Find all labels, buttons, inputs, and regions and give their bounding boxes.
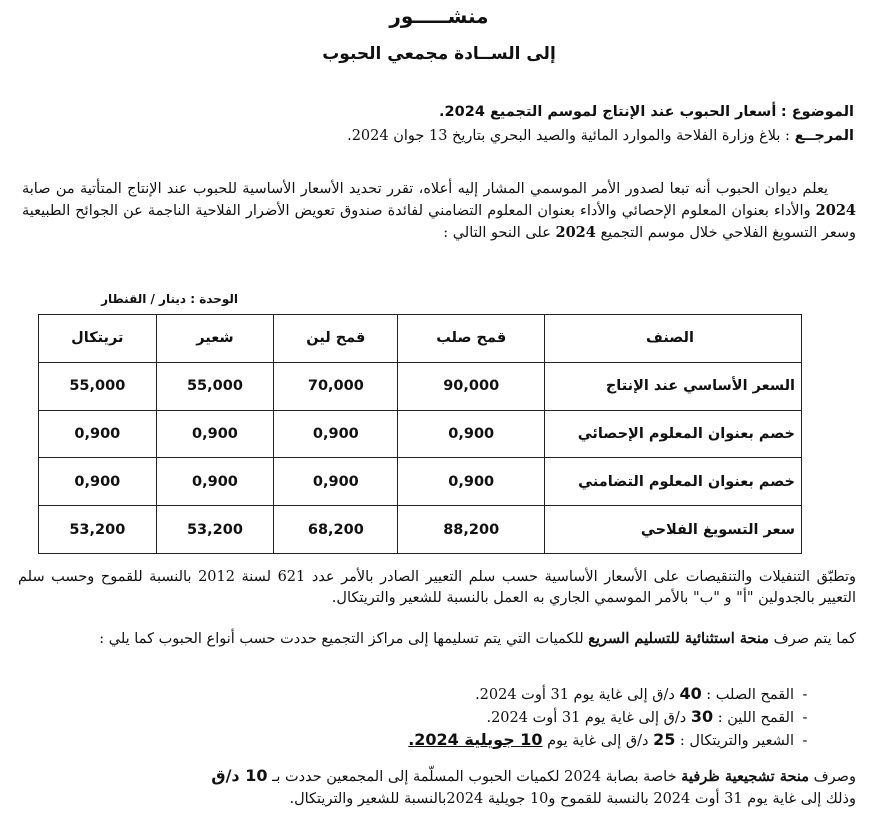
table-cell: 55,000 — [156, 362, 274, 410]
list-dash: - — [802, 733, 808, 749]
incentive-part2: خاصة بصابة 2024 لكميات الحبوب المسلّمة إلى المجمعين حددت بـ — [267, 769, 682, 785]
header-durum-wheat: قمح صلب — [398, 315, 545, 363]
item-rest: د/ق إلى غاية يوم — [542, 733, 654, 749]
item-date: 10 جويلية 2024. — [408, 730, 543, 749]
premium-part2: للكميات التي يتم تسليمها إلى مراكز التجميع حددت حسب أنواع الحبوب كما يلي : — [99, 631, 589, 647]
premium-list — [408, 683, 816, 752]
table-row — [39, 458, 802, 506]
item-amount: 25 — [653, 730, 676, 749]
reference-text: : بلاغ وزارة الفلاحة والموارد المائية والصيد البحري بتاريخ 13 جوان 2024. — [347, 128, 790, 144]
header-barley: شعير — [156, 315, 274, 363]
table-cell: 88,200 — [398, 506, 545, 554]
incentive-line2: وذلك إلى غاية يوم 31 أوت 2024 بالنسبة للقموح و10 جويلية 2024بالنسبة للشعير والتريتكال. — [289, 791, 856, 807]
table-cell: 0,900 — [156, 410, 274, 458]
document-title: منشـــــور — [389, 4, 489, 28]
addressee-line: إلى الســادة مجمعي الحبوب — [322, 44, 556, 64]
table-header-row — [39, 315, 802, 363]
subject-text: أسعار الحبوب عند الإنتاج لموسم التجميع 2024. — [439, 104, 777, 120]
incentive-part1: وصرف — [809, 769, 856, 785]
item-rest: د/ق إلى غاية يوم 31 أوت 2024. — [486, 710, 691, 726]
intro-year2: 2024 — [555, 224, 596, 241]
incentive-paragraph — [18, 765, 856, 810]
incentive-highlight: منحة تشجيعية ظرفية — [681, 768, 810, 785]
table-cell: 68,200 — [274, 506, 398, 554]
table-cell: 0,900 — [39, 410, 157, 458]
table-cell: 0,900 — [39, 458, 157, 506]
intro-part3: على النحو التالي : — [443, 225, 556, 241]
table-cell: 0,900 — [156, 458, 274, 506]
item-amount: 40 — [679, 684, 702, 703]
incentive-amount: 10 د/ق — [211, 766, 268, 785]
table-cell: 0,900 — [398, 458, 545, 506]
premium-part1: كما يتم صرف — [769, 631, 856, 647]
list-item — [408, 683, 816, 706]
premium-highlight: منحة استثنائية للتسليم السريع — [588, 630, 770, 647]
table-row — [39, 362, 802, 410]
list-item — [408, 729, 816, 752]
table-cell: 55,000 — [39, 362, 157, 410]
header-category: الصنف — [545, 315, 802, 363]
unit-label: الوحدة : دينار / القنطار — [101, 292, 238, 306]
row-label: سعر التسويغ الفلاحي — [545, 506, 802, 554]
table-cell: 53,200 — [156, 506, 274, 554]
item-label: القمح اللين : — [713, 710, 794, 726]
incentive-line1 — [18, 765, 856, 788]
header-soft-wheat: قمح لين — [274, 315, 398, 363]
item-label: الشعير والتريتكال : — [675, 733, 794, 749]
row-label: خصم بعنوان المعلوم التضامني — [545, 458, 802, 506]
table-cell: 0,900 — [274, 458, 398, 506]
item-label: القمح الصلب : — [701, 687, 794, 703]
list-dash: - — [802, 687, 808, 703]
subject-line — [24, 101, 854, 123]
list-dash: - — [802, 710, 808, 726]
subject-label: الموضوع : — [780, 104, 854, 120]
row-label: خصم بعنوان المعلوم الإحصائي — [545, 410, 802, 458]
row-label: السعر الأساسي عند الإنتاج — [545, 362, 802, 410]
table-row — [39, 506, 802, 554]
reference-line — [24, 125, 854, 147]
intro-part2: والأداء بعنوان المعلوم الإحصائي والأداء بعنوان المعلوم التضامني لفائدة صندوق تعويض الأضرار الفلاحية الناجمة عن الجوائح الطبيعية وسعر التسويغ الفلاحي خلال موسم التجميع — [22, 203, 856, 241]
adjustments-paragraph: وتطبّق التنفيلات والتنقيصات على الأسعار الأساسية حسب سلم التعيير الصادر بالأمر عدد 621 لسنة 2012 بالنسبة للقموح وحسب سلم التعيير بالجدولين "أ" و "ب" بالأمر الموسمي الجاري به العمل بالنسبة للشعير والتريتكال. — [18, 569, 856, 606]
table-cell: 0,900 — [274, 410, 398, 458]
intro-paragraph — [22, 178, 856, 244]
item-amount: 30 — [690, 707, 714, 726]
reference-label: المرجــع — [794, 128, 854, 144]
table-cell: 70,000 — [274, 362, 398, 410]
intro-year1: 2024 — [815, 202, 856, 219]
item-rest: د/ق إلى غاية يوم 31 أوت 2024. — [475, 687, 680, 703]
header-triticale: تريتكال — [39, 315, 157, 363]
list-item — [408, 706, 816, 729]
table-cell: 53,200 — [39, 506, 157, 554]
price-table — [38, 314, 802, 554]
premium-paragraph — [18, 628, 856, 650]
table-cell: 90,000 — [398, 362, 545, 410]
table-cell: 0,900 — [398, 410, 545, 458]
table-row — [39, 410, 802, 458]
intro-part1: يعلم ديوان الحبوب أنه تبعا لصدور الأمر الموسمي المشار إليه أعلاه، تقرر تحديد الأسعار الأساسية للحبوب عند الإنتاج المتأتية من صابة — [22, 181, 828, 197]
